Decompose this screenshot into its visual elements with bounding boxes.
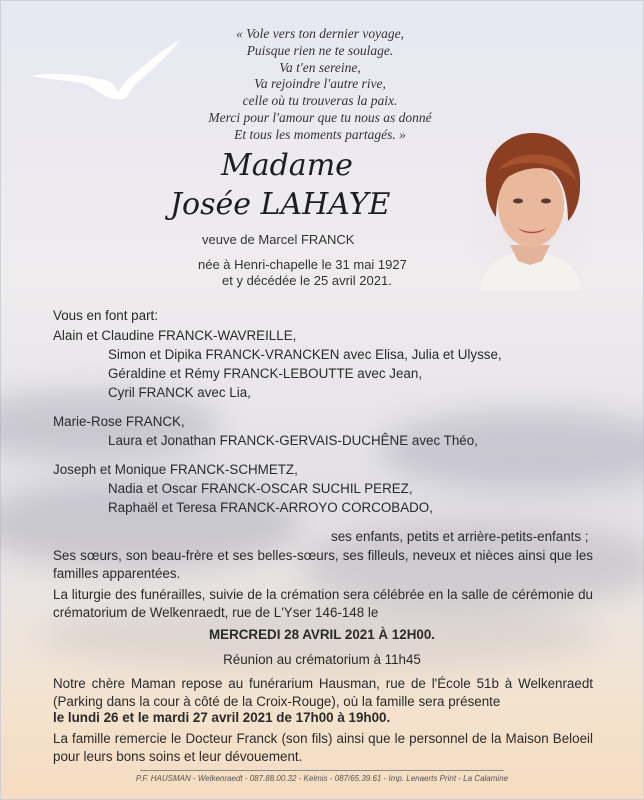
visiting-hours: le lundi 26 et le mardi 27 avril 2021 de 17h00 à 19h00. xyxy=(53,710,391,725)
birth-info: née à Henri-chapelle le 31 mai 1927 xyxy=(198,257,407,272)
footer-credits: P.F. HAUSMAN - Welkenraedt - 087.88.00.32 - Kelmis - 087/65.39.61 - Imp. Lenaerts Print - La Calamine xyxy=(135,774,509,783)
children-line: ses enfants, petits et arrière-petits-enfants ; xyxy=(331,529,589,544)
poem xyxy=(150,26,490,144)
family-line: Alain et Claudine FRANCK-WAVREILLE, xyxy=(53,328,297,343)
poem-line: « Vole vers ton dernier voyage, xyxy=(236,26,404,41)
poem-line: Merci pour l'amour que tu nous as donné xyxy=(208,109,432,125)
divider xyxy=(140,770,504,771)
poem-line: Va rejoindre l'autre rive, xyxy=(254,76,386,92)
poem-line: Puisque rien ne te soulage. xyxy=(246,42,394,58)
liturgy-paragraph: La liturgie des funérailles, suivie de la crémation sera célébrée en la salle de cérémonie du crématorium de Welkenraedt, rue de L'Yser 146-148 le xyxy=(53,587,593,620)
family-line: Simon et Dipika FRANCK-VRANCKEN avec Elisa, Julia et Ulysse, xyxy=(108,347,502,362)
deceased-name: Josée LAHAYE xyxy=(170,187,391,222)
family-line: Géraldine et Rémy FRANCK-LEBOUTTE avec Jean, xyxy=(108,366,423,381)
family-line: Nadia et Oscar FRANCK-OSCAR SUCHIL PEREZ, xyxy=(108,481,413,496)
family-line: Joseph et Monique FRANCK-SCHMETZ, xyxy=(53,462,298,477)
reunion-info: Réunion au crématorium à 11h45 xyxy=(223,652,421,667)
poem-line: Va t'en sereine, xyxy=(279,59,361,75)
announcement-intro: Vous en font part: xyxy=(53,308,158,323)
family-line: Marie-Rose FRANCK, xyxy=(53,414,185,429)
rest-paragraph: Notre chère Maman repose au funérarium Hausman, rue de l'École 51b à Welkenraedt (Parking dans la cour à côté de la Croix-Rouge), où la famille sera présente xyxy=(53,676,593,709)
poem-line: Et tous les moments partagés. » xyxy=(234,126,406,142)
siblings-paragraph: Ses sœurs, son beau-frère et ses belles-sœurs, ses filleuls, neveux et nièces ainsi que les familles apparentées. xyxy=(53,548,593,581)
family-line: Cyril FRANCK avec Lia, xyxy=(108,385,251,400)
poem-line: celle où tu trouveras la paix. xyxy=(242,93,398,109)
portrait-photo xyxy=(470,125,590,290)
deceased-title: Madame xyxy=(221,148,353,183)
family-line: Raphaël et Teresa FRANCK-ARROYO CORCOBADO, xyxy=(108,500,433,515)
thanks-paragraph: La famille remercie le Docteur Franck (son fils) ainsi que le personnel de la Maison Beloeil pour leurs bons soins et leur dévouement. xyxy=(53,731,593,764)
widow-of: veuve de Marcel FRANCK xyxy=(202,232,355,247)
death-info: et y décédée le 25 avril 2021. xyxy=(222,273,392,288)
family-line: Laura et Jonathan FRANCK-GERVAIS-DUCHÊNE avec Théo, xyxy=(108,433,478,448)
ceremony-date: MERCREDI 28 AVRIL 2021 À 12H00. xyxy=(209,627,435,642)
